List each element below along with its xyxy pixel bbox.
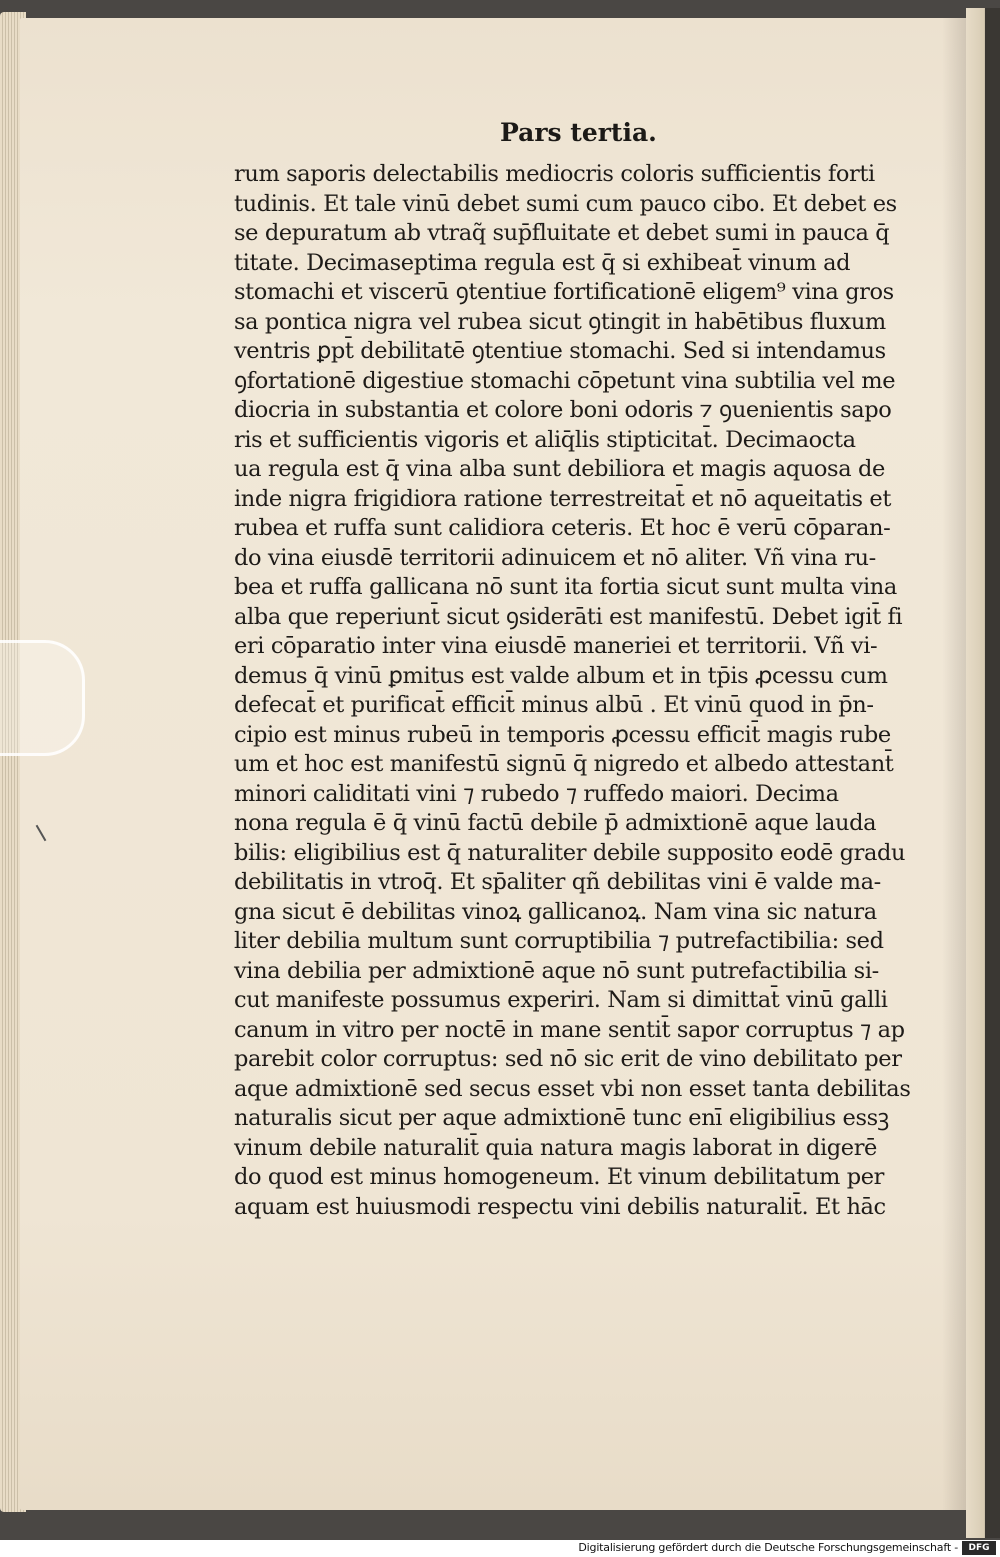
text-line: titate. Decimaseptima regula est q̄ si exhibeat̄ vinum ad [234,249,851,276]
text-line: gna sicut ē debilitas vinoꝝ gallicanoꝝ. Nam vina sic natura [234,898,877,925]
text-line: ꝯfortationē digestiue stomachi cōpetunt vina subtilia vel me [234,367,896,394]
text-line: sa pontica nigra vel rubea sicut ꝯtingit in habētibus fluxum [234,308,886,335]
text-line: eri cōparatio inter vina eiusdē maneriei et territorii. Vñ vi- [234,633,878,659]
text-block [234,160,911,1222]
text-line: parebit color corruptus: sed nō sic erit de vino debilitato per [234,1046,902,1072]
text-line: nona regula ē q̄ vinū factū debile p̄ admixtionē aque lauda [234,810,877,836]
text-line: defecat̄ et purificat̄ efficit̄ minus albū . Et vinū quod in p̄n- [234,692,874,718]
footer-bar [0,1540,1000,1557]
text-line: se depuratum ab vtraq̃ sup̄fluitate et debet sumi in pauca q̄ [234,220,890,246]
text-line: ventris ꝑpt̄ debilitatē ꝯtentiue stomachi. Sed si intendamus [234,338,886,364]
text-line: cipio est minus rubeū in temporis ꝓcessu efficit̄ magis rube [234,721,891,748]
text-line: ua regula est q̄ vina alba sunt debiliora et magis aquosa de [234,456,885,482]
text-line: debilitatis in vtroq̄. Et sp̄aliter qñ debilitas vini ē valde ma- [234,869,881,895]
page-clip [0,640,85,756]
text-line: aquam est huiusmodi respectu vini debilis naturalit̄. Et hāc [234,1193,886,1220]
text-line: vinum debile naturalit̄ quia natura magis laborat in digerē [234,1134,877,1161]
dfg-logo[interactable]: DFG [962,1541,996,1555]
text-line: alba que reperiunt̄ sicut ꝯsiderāti est manifestū. Debet igit̄ fi [234,603,903,630]
text-line: bilis: eligibilius est q̄ naturaliter debile supposito eodē gradu [234,839,906,866]
text-line: inde nigra frigidiora ratione terrestreitat̄ et nō aqueitatis et [234,485,891,512]
text-line: tudinis. Et tale vinū debet sumi cum pauco cibo. Et debet es [234,190,897,217]
text-line: bea et ruffa gallicana nō sunt ita fortia sicut sunt multa vina [234,574,897,600]
facing-page-edge [966,8,1000,1538]
text-line: do vina eiusdē territorii adinuicem et nō aliter. Vñ vina ru- [234,544,876,571]
text-line: rum saporis delectabilis mediocris coloris sufficientis forti [234,161,875,187]
text-line: rubea et ruffa sunt calidiora ceteris. Et hoc ē verū cōparan- [234,515,891,541]
text-line: vina debilia per admixtionē aque nō sunt putrefactibilia si- [234,957,879,984]
text-line: diocria in substantia et colore boni odoris ⁊ ꝯuenientis sapo [234,397,892,423]
text-line: minori caliditati vini ⁊ rubedo ⁊ ruffedo maiori. Decima [234,780,839,807]
text-line: um et hoc est manifestū signū q̄ nigredo et albedo attestant̄ [234,751,894,777]
text-line: do quod est minus homogeneum. Et vinum debilitatum per [234,1164,884,1190]
text-line: canum in vitro per noctē in mane sentit̄ sapor corruptus ⁊ ap [234,1016,905,1043]
text-line: cut manifeste possumus experiri. Nam si dimittat̄ vinū galli [234,987,888,1013]
text-line: naturalis sicut per aque admixtionē tunc enī eligibilius essꝫ [234,1105,889,1131]
footer-credit: Digitalisierung gefördert durch die Deutsche Forschungsgemeinschaft - [578,1541,958,1554]
text-line: aque admixtionē sed secus esset vbi non esset tanta debilitas [234,1075,911,1102]
text-line: ris et sufficientis vigoris et aliq̄lis stipticitat̄. Decimaocta [234,426,856,453]
text-line: stomachi et viscerū ꝯtentiue fortificationē eligem⁹ vina gros [234,279,894,305]
text-line: liter debilia multum sunt corruptibilia ⁊ putrefactibilia: sed [234,928,884,954]
text-line: demus q̄ vinū ꝑmitus est valde album et in tp̄is ꝓcessu cum [234,662,888,689]
running-head: Pars tertia. [500,118,657,147]
